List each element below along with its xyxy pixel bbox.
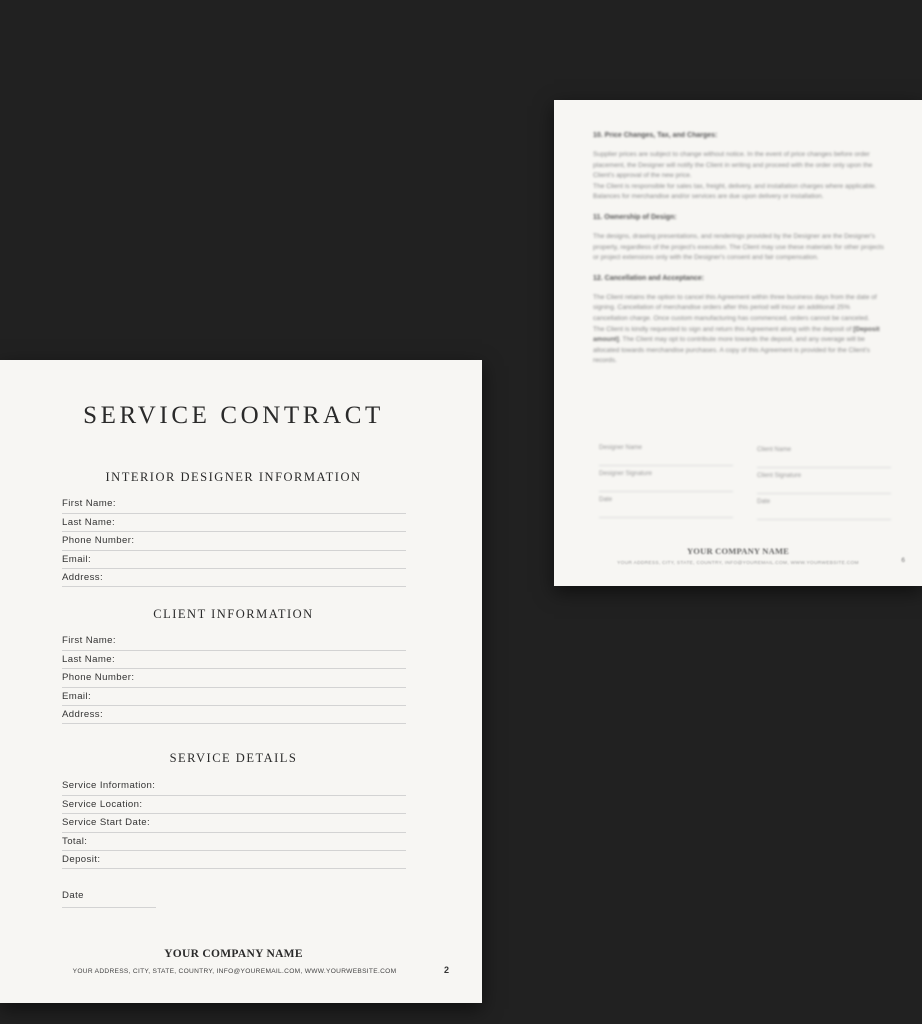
deposit-amount-placeholder: [Deposit amount] [593,325,880,344]
total-field[interactable]: Total: [62,833,406,851]
company-name: YOUR COMPANY NAME [686,546,790,556]
service-section-heading: SERVICE DETAILS [169,751,298,765]
terms-text-block [593,132,885,378]
date-field[interactable]: Date [62,890,156,908]
service-detail-fields [62,780,406,869]
designer-last-name-field[interactable]: Last Name: [62,514,406,532]
section-12-body: The Client retains the option to cancel this Agreement within three business days from the date of signing. Cancellation of merchandise orders after this period will incur an additional 25% cancellation charge. Once custom manufacturing has commenced, orders cannot be canceled. The Client is kindly requested to sign and return this Agreement along with the deposit of [Deposit amount]. The Client may opt to contribute more towards the deposit, and any overage will be allocated towards merchandise purchases. A copy of this Agreement is provided for the Client's records. [593,293,880,365]
designer-date-line: Date [599,492,733,518]
contract-page-2 [0,360,482,1003]
designer-section-heading: INTERIOR DESIGNER INFORMATION [105,470,362,484]
client-signature-column [757,442,891,520]
designer-signature-line: Designer Signature [599,466,733,492]
back-page-footer [554,546,922,566]
section-12-title: 12. Cancellation and Acceptance: [593,274,704,282]
deposit-field[interactable]: Deposit: [62,851,406,869]
section-10-body: Supplier prices are subject to change without notice. In the event of price changes before order placement, the Designer will notify the Client in writing and proceed with the order only upon the Client's approval of the new price. The Client is responsible for sales tax, freight, delivery, and installation charges where applicable. Balances for merchandise and/or services are due upon delivery or installation. [593,151,877,201]
designer-phone-field[interactable]: Phone Number: [62,532,406,550]
client-info-fields [62,635,406,724]
client-name-line: Client Name [757,442,891,468]
designer-first-name-field[interactable]: First Name: [62,498,406,514]
page-number: 6 [901,557,905,564]
designer-signature-column [599,440,733,518]
client-first-name-field[interactable]: First Name: [62,635,406,651]
service-location-field[interactable]: Service Location: [62,796,406,814]
section-11-body: The designs, drawing presentations, and renderings provided by the Designer are the Designer's property, regardless of the project's execution. The Client may use these materials for other projects or project extensions only with the Designer's consent and fair compensation. [593,232,884,262]
section-11-title: 11. Ownership of Design: [593,213,677,221]
service-start-date-field[interactable]: Service Start Date: [62,814,406,832]
client-section-heading: CLIENT INFORMATION [153,607,314,621]
client-email-field[interactable]: Email: [62,688,406,706]
page-title: SERVICE CONTRACT [83,402,384,429]
company-name: YOUR COMPANY NAME [164,948,303,960]
page-number: 2 [444,965,450,975]
client-date-line: Date [757,494,891,520]
company-address: YOUR ADDRESS, CITY, STATE, COUNTRY, INFO@YOUREMAIL.COM, WWW.YOURWEBSITE.COM [72,968,397,975]
company-address: YOUR ADDRESS, CITY, STATE, COUNTRY, INFO@YOUREMAIL.COM, WWW.YOURWEBSITE.COM [617,561,859,566]
client-last-name-field[interactable]: Last Name: [62,651,406,669]
designer-info-fields [62,498,406,587]
contract-page-6 [554,100,922,586]
section-10-title: 10. Price Changes, Tax, and Charges: [593,132,718,139]
designer-address-field[interactable]: Address: [62,569,406,587]
client-address-field[interactable]: Address: [62,706,406,724]
service-information-field[interactable]: Service Information: [62,780,406,796]
client-signature-line: Client Signature [757,468,891,494]
designer-name-line: Designer Name [599,440,733,466]
designer-email-field[interactable]: Email: [62,551,406,569]
client-phone-field[interactable]: Phone Number: [62,669,406,687]
